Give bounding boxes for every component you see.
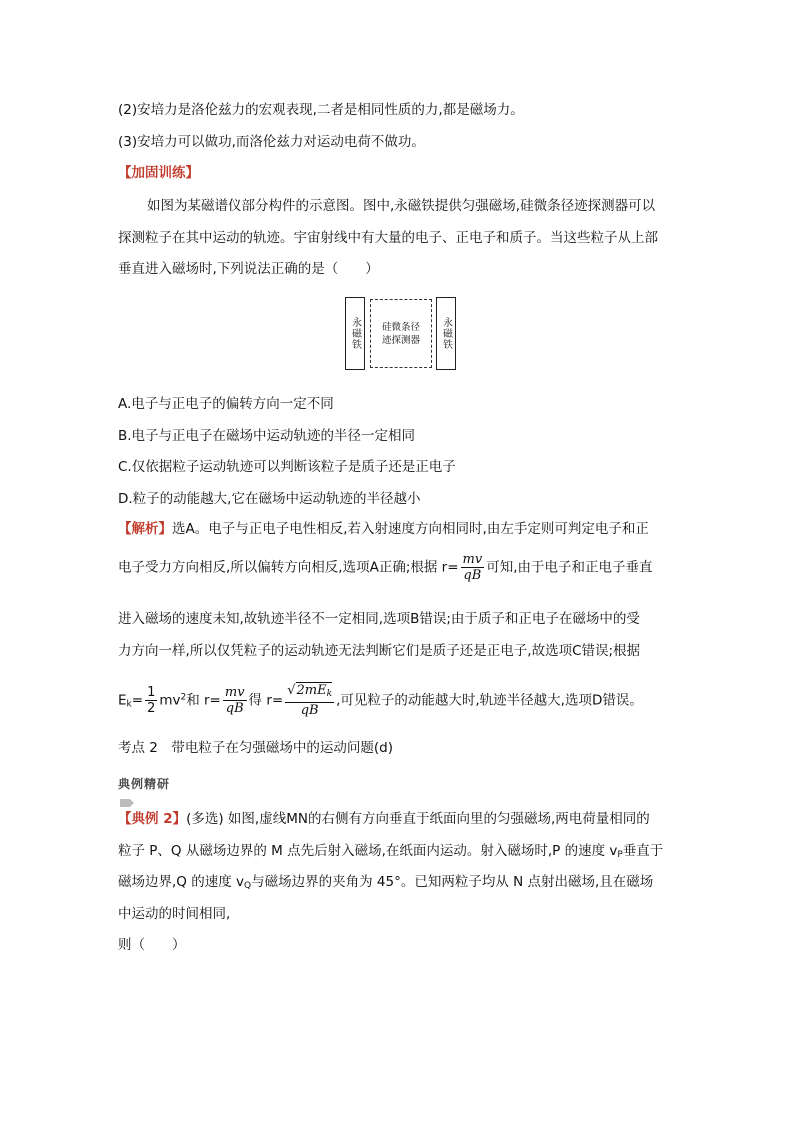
analysis-line: 力方向一样,所以仅凭粒子的运动轨迹无法判断它们是质子还是正电子,故选项C错误;根据 xyxy=(118,643,641,659)
formula-fraction: $\frac{1}{2}$ xyxy=(147,685,156,716)
question-line: 如图为某磁谱仪部分构件的示意图。图中,永磁铁提供匀强磁场,硅微条径迹探测器可以 xyxy=(147,198,656,214)
spectrometer-diagram xyxy=(345,297,457,370)
analysis-line: 进入磁场的速度未知,故轨迹半径不一定相同,选项B错误;由于质子和正电子在磁场中的受 xyxy=(118,611,640,627)
option-b: B.电子与正电子在磁场中运动轨迹的半径一定相同 xyxy=(118,428,416,444)
example-line: 则（ ） xyxy=(118,937,186,953)
analysis-text: 可知,由于电子和正电子垂直 xyxy=(486,559,653,576)
analysis-text: 可见粒子的动能越大时,轨迹半径越大,选项D错误。 xyxy=(340,692,643,709)
detector-label: 迹探测器 xyxy=(381,334,420,346)
magnet-left: 永磁铁 xyxy=(345,297,365,370)
example-line: 磁场边界,Q 的速度 $v_Q$与磁场边界的夹角为 45°。已知两粒子均从 N 点射出磁场,且在磁场 xyxy=(118,874,654,891)
example-text: (多选) 如图,虚线MN的右侧有方向垂直于纸面向里的匀强磁场,两电荷量相同的 xyxy=(186,811,650,827)
text-line: (2)安培力是洛伦兹力的宏观表现,二者是相同性质的力,都是磁场力。 xyxy=(118,102,524,118)
analysis-text: 电子受力方向相反,所以偏转方向相反,选项A正确;根据 r= xyxy=(118,559,459,576)
detector-box xyxy=(370,299,432,368)
option-a: A.电子与正电子的偏转方向一定不同 xyxy=(118,396,334,412)
analysis-line xyxy=(118,552,653,583)
formula-fraction: $\frac{mv}{qB}$ xyxy=(224,685,245,716)
option-d: D.粒子的动能越大,它在磁场中运动轨迹的半径越小 xyxy=(118,491,421,507)
example-line: 粒子 P、Q 从磁场边界的 M 点先后射入磁场,在纸面内运动。射入磁场时,P 的速度 $v_P$垂直于 xyxy=(118,843,664,860)
arrow-icon xyxy=(120,799,134,807)
analysis-text: 选A。电子与正电子电性相反,若入射速度方向相同时,由左手定则可判定电子和正 xyxy=(172,521,649,537)
formula-fraction: $\frac{mv}{qB}$ xyxy=(462,552,483,583)
topic-heading: 考点 2 带电粒子在匀强磁场中的运动问题(d) xyxy=(118,740,393,756)
question-line: 探测粒子在其中运动的轨迹。宇宙射线中有大量的电子、正电子和质子。当这些粒子从上部 xyxy=(118,230,658,246)
detector-label: 硅微条径 xyxy=(381,321,420,333)
example-label: 【典例 2】 xyxy=(118,811,187,827)
formula-fraction: $\frac{√2mE_k}{qB}$ xyxy=(287,683,333,718)
example-line xyxy=(118,809,650,829)
analysis-line: $E_k=$ $\frac{1}{2}$ $mv^2$和 r= $\frac{mv}{qB}$ 得 r= $\frac{√2mE_k}{qB}$ ,可见粒子的动能越大时,轨迹半径越大,选项D错误。 xyxy=(118,683,643,718)
option-c: C.仅依据粒子运动轨迹可以判断该粒子是质子还是正电子 xyxy=(118,459,456,475)
example-line: 中运动的时间相同, xyxy=(118,906,231,922)
analysis-line xyxy=(118,519,649,539)
example-tag xyxy=(118,773,182,789)
text-line: (3)安培力可以做功,而洛伦兹力对运动电荷不做功。 xyxy=(118,134,425,150)
analysis-label: 【解析】 xyxy=(118,521,172,537)
question-line: 垂直进入磁场时,下列说法正确的是（ ） xyxy=(118,261,379,277)
tag-label: 典例精研 xyxy=(118,777,171,791)
section-title: 【加固训练】 xyxy=(118,165,199,181)
magnet-right: 永磁铁 xyxy=(436,297,456,370)
